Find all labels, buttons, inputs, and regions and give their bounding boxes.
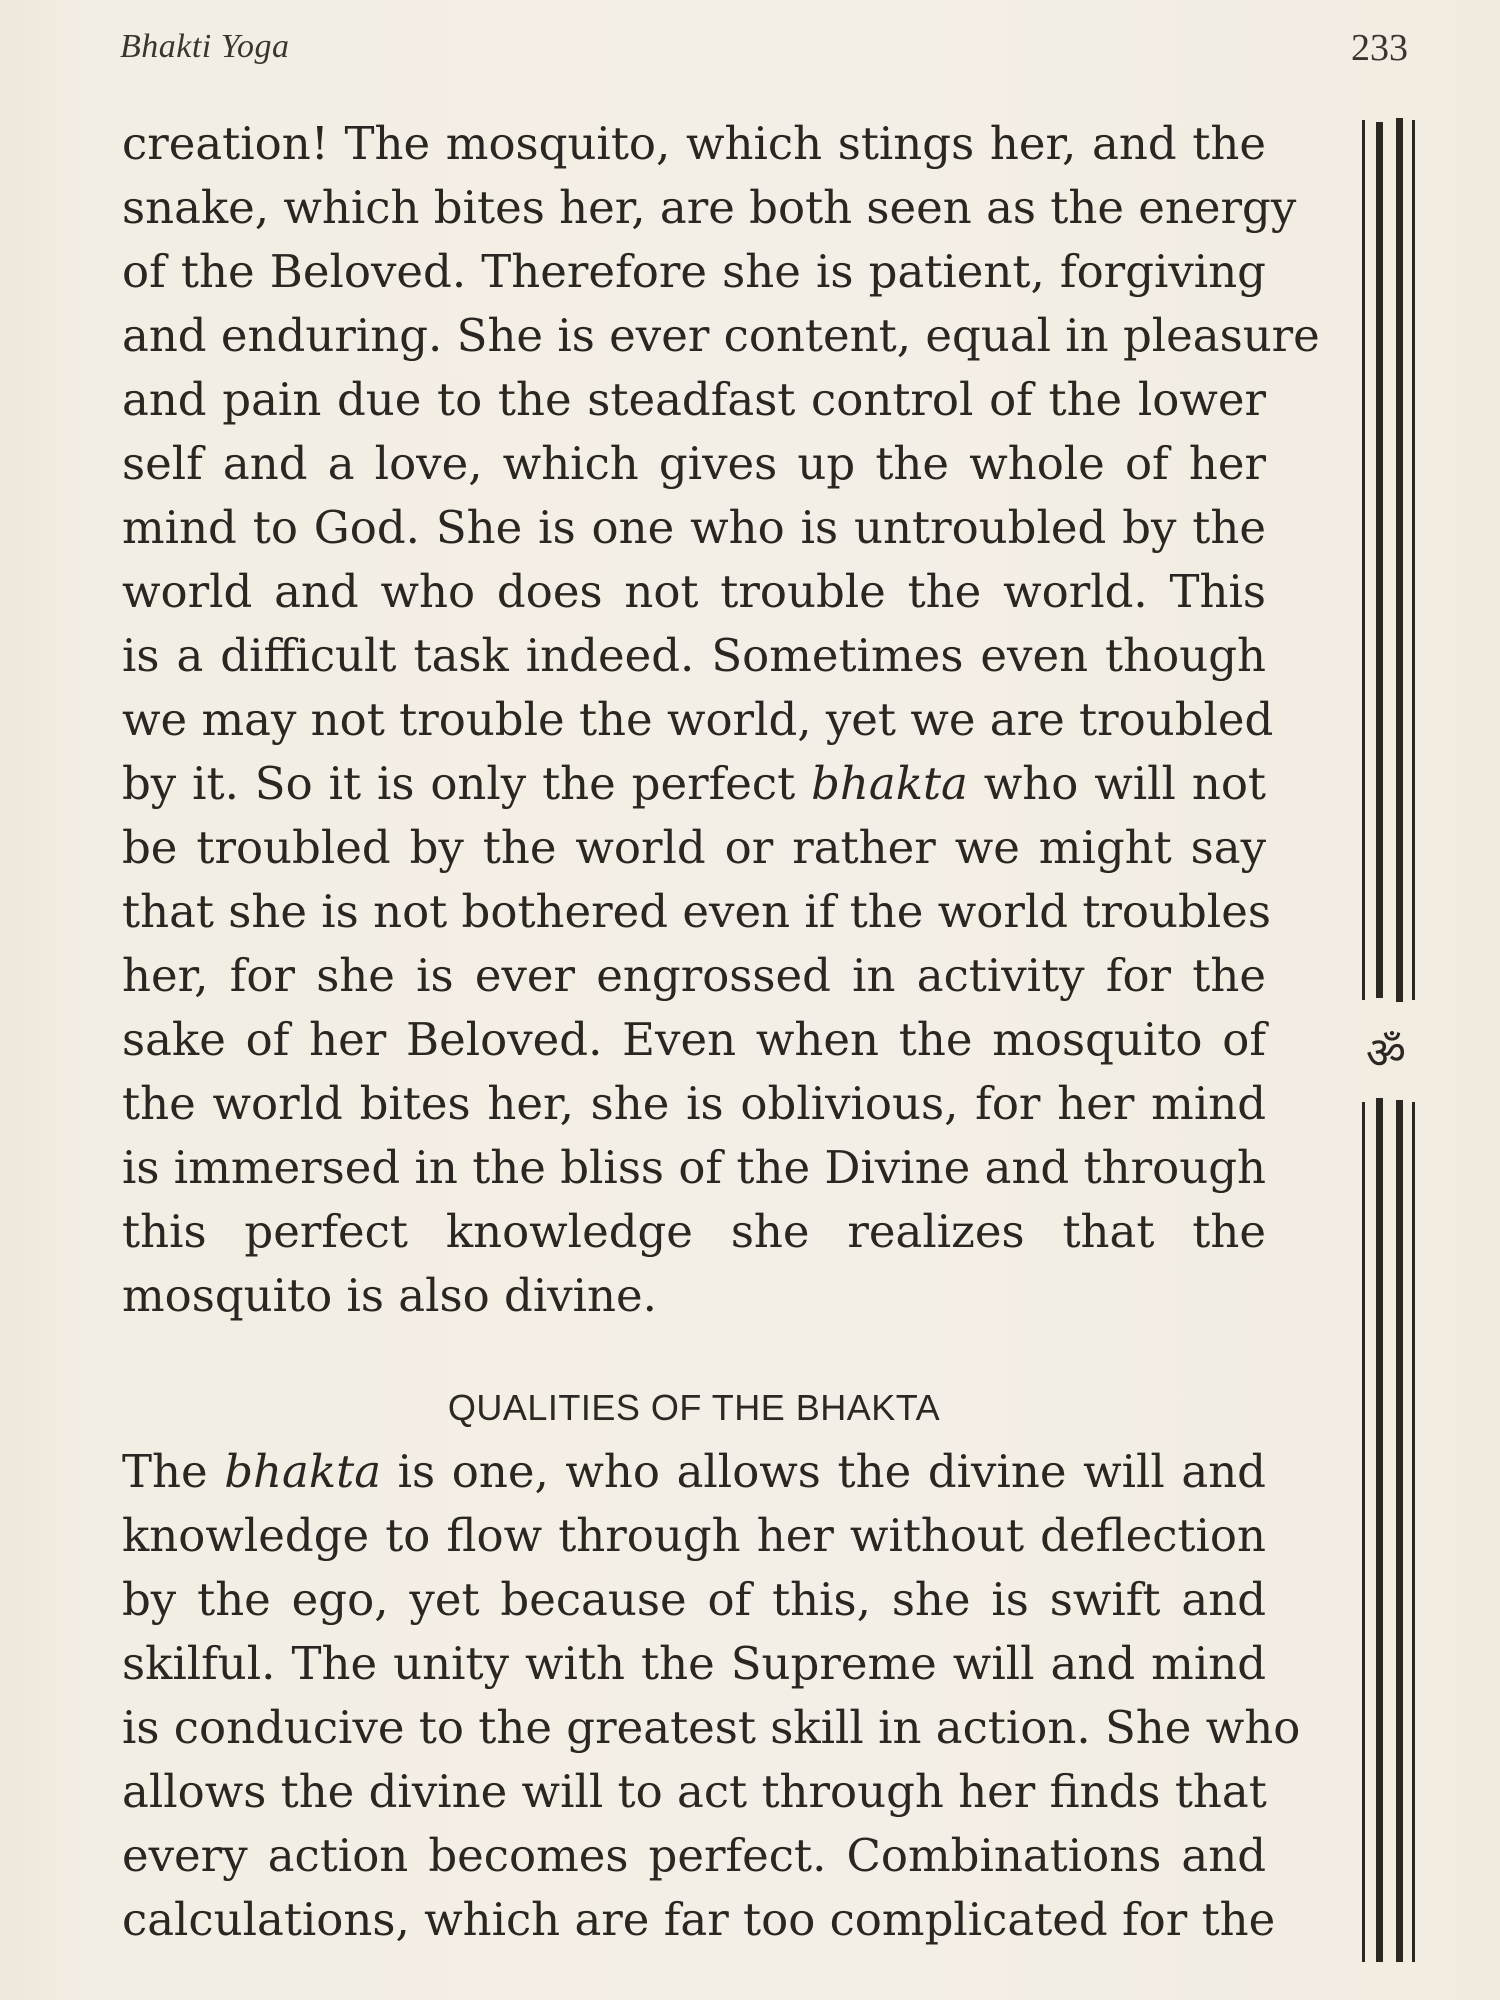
text-line: we may not trouble the world, yet we are troubled [122,693,1274,746]
om-symbol-icon: ॐ [1365,1028,1407,1079]
italic-term: bhakta [224,1445,382,1498]
text-line: calculations, which are far too complicated for the [122,1893,1276,1946]
text-line: allows the divine will to act through her finds that [122,1765,1267,1818]
text-line: her, for she is ever engrossed in activity for the [122,949,1266,1002]
margin-rule [1396,118,1403,1002]
text-line: sake of her Beloved. Even when the mosquito of [122,1013,1266,1066]
text-line: creation! The mosquito, which stings her, and the [122,117,1266,170]
text-segment: who will not [967,757,1266,810]
text-segment: The [122,1445,225,1498]
page-number: 233 [1351,27,1408,69]
margin-rule [1376,1098,1383,1962]
text-line: by the ego, yet because of this, she is swift and [122,1573,1266,1626]
text-line: mind to God. She is one who is untroubled by the [122,501,1266,554]
margin-rule [1412,120,1415,1000]
text-line: that she is not bothered even if the world troubles [122,885,1271,938]
text-segment: is one, who allows the divine will and [381,1445,1266,1498]
text-line: of the Beloved. Therefore she is patient, forgiving [122,245,1266,298]
paragraph-2 [122,1440,1301,1952]
running-head: Bhakti Yoga [120,28,290,65]
margin-rule [1362,1102,1365,1962]
text-line: self and a love, which gives up the whole of her [122,437,1266,490]
text-line: and enduring. She is ever content, equal in pleasure [122,309,1320,362]
text-line: the world bites her, she is oblivious, for her mind [122,1077,1266,1130]
text-line: is conducive to the greatest skill in action. She who [122,1701,1301,1754]
text-line: knowledge to flow through her without deflection [122,1509,1266,1562]
text-segment: by it. So it is only the perfect [122,757,812,810]
text-line: and pain due to the steadfast control of the lower [122,373,1266,426]
text-line: world and who does not trouble the world. This [122,565,1266,618]
text-line: is a difficult task indeed. Sometimes even though [122,629,1266,682]
text-line: skilful. The unity with the Supreme will and mind [122,1637,1266,1690]
margin-rule [1376,122,1383,998]
italic-term: bhakta [811,757,968,810]
margin-rule [1396,1100,1403,1962]
text-line: mosquito is also divine. [122,1269,657,1322]
body-text [122,112,1320,1952]
text-line: this perfect knowledge she realizes that the [122,1205,1266,1258]
text-line: be troubled by the world or rather we might say [122,821,1266,874]
text-line [122,1440,1266,1504]
text-line: snake, which bites her, are both seen as the energy [122,181,1297,234]
margin-rule [1412,1102,1415,1962]
text-line [122,752,1266,816]
margin-rule [1362,120,1365,1000]
text-line: every action becomes perfect. Combinations and [122,1829,1266,1882]
section-heading: QUALITIES OF THE BHAKTA [447,1387,941,1428]
paragraph-1 [122,112,1320,1328]
text-line: is immersed in the bliss of the Divine and through [122,1141,1266,1194]
